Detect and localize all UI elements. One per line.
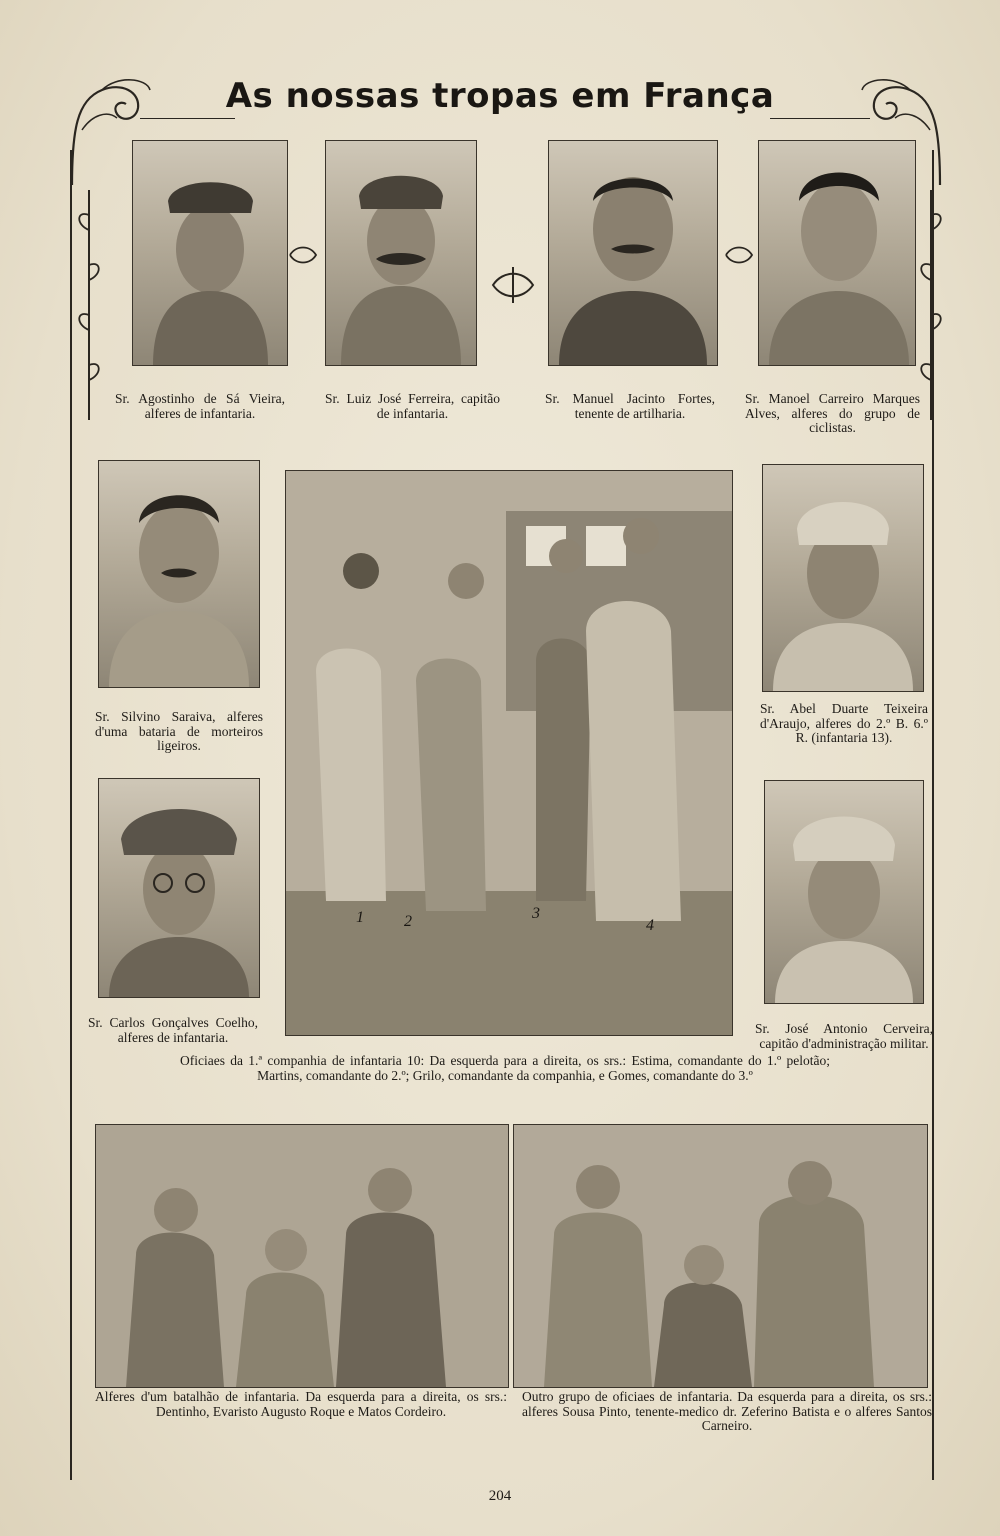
group-marker-3: 3 [532, 905, 540, 922]
caption-luiz: Sr. Luiz José Ferreira, capitão de infantaria. [325, 391, 500, 421]
frame-left-line [70, 150, 72, 1480]
portrait-photo-agostinho [132, 140, 288, 366]
portrait-photo-silvino [98, 460, 260, 688]
portrait-photo-abel [762, 464, 924, 692]
portrait-photo-manuel [548, 140, 718, 366]
caption-bottom-right: Outro grupo de oficiaes de infantaria. Da esquerda para a direita, os srs.: alferes Sousa Pinto, tenente-medico dr. Zeferino Batista e o alferes Santos Carneiro. [522, 1389, 932, 1433]
portrait-photo-luiz [325, 140, 477, 366]
caption-abel: Sr. Abel Duarte Teixeira d'Araujo, alferes do 2.º B. 6.º R. (infantaria 13). [760, 701, 928, 745]
group-marker-2: 2 [404, 913, 412, 930]
caption-agostinho: Sr. Agostinho de Sá Vieira, alferes de infantaria. [115, 391, 285, 421]
frame-top-right-line [770, 118, 870, 119]
right-mid-ornament [724, 240, 754, 270]
left-vine-ornament [74, 190, 104, 420]
caption-jose: Sr. José Antonio Cerveira, capitão d'administração militar. [755, 1021, 933, 1051]
frame-top-left-line [140, 118, 235, 119]
group-marker-1: 1 [356, 909, 364, 926]
bottom-photo-alferes-batalhao [95, 1124, 509, 1388]
left-mid-ornament [288, 240, 318, 270]
page-number: 204 [488, 1488, 512, 1504]
portrait-photo-jose [764, 780, 924, 1004]
caption-manuel: Sr. Manuel Jacinto Fortes, tenente de artilharia. [545, 391, 715, 421]
portrait-photo-carlos [98, 778, 260, 998]
caption-manoel: Sr. Manoel Carreiro Marques Alves, alferes do grupo de ciclistas. [745, 391, 920, 435]
center-ornament [488, 265, 538, 305]
caption-silvino: Sr. Silvino Saraiva, alferes d'uma bataria de morteiros ligeiros. [95, 709, 263, 753]
caption-carlos: Sr. Carlos Gonçalves Coelho, alferes de infantaria. [88, 1015, 258, 1045]
caption-group-photo: Oficiaes da 1.ª companhia de infantaria 10: Da esquerda para a direita, os srs.: Estima, comandante do 1.º pelotão; Martins, comandante do 2.º; Grilo, comandante da companhia, e Gomes, comandante do 3.º [180, 1053, 830, 1083]
page-title: As nossas tropas em França [225, 76, 775, 116]
group-photo-infantaria-10 [285, 470, 733, 1036]
bottom-photo-oficiaes-infantaria [513, 1124, 928, 1388]
right-vine-ornament [916, 190, 946, 420]
caption-bottom-left: Alferes d'um batalhão de infantaria. Da esquerda para a direita, os srs.: Dentinho, Evaristo Augusto Roque e Matos Cordeiro. [95, 1389, 507, 1419]
group-marker-4: 4 [646, 917, 654, 934]
portrait-photo-manoel [758, 140, 916, 366]
